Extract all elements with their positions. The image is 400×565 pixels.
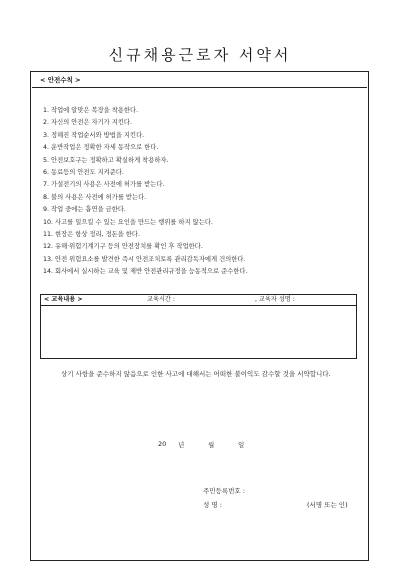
- rule-item: 2. 자신의 안전은 자기가 지킨다.: [43, 119, 133, 127]
- education-box[interactable]: [40, 294, 357, 359]
- rule-item: 12. 유해·위험기계기구 등의 안전장치를 확인 후 작업한다.: [43, 243, 203, 251]
- rule-item: 10. 사고를 일으킬 수 있는 요인을 만드는 행위를 하지 않는다.: [43, 218, 213, 226]
- rule-item: 3. 정해진 작업순서와 방법을 지킨다.: [43, 131, 145, 139]
- rule-item: 4. 운반작업은 정확한 자세 동작으로 한다.: [43, 144, 159, 152]
- education-time-label: 교육시간 :: [147, 296, 175, 303]
- pledge-text: 상기 사항을 준수하지 않음으로 인한 사고에 대해서는 어떠한 불이익도 감수할 것을 서약합니다.: [61, 370, 331, 378]
- rule-item: 1. 작업에 알맞은 복장을 착용한다.: [43, 107, 139, 114]
- rule-item: 14. 회사에서 실시하는 교육 및 제반 안전관리규정을 능동적으로 준수한다.: [43, 268, 248, 276]
- date-year: 20: [158, 440, 167, 448]
- rule-item: 7. 가설전기의 사용은 사전에 허가를 받는다.: [43, 181, 165, 189]
- rule-item: 11. 현장은 항상 정리, 정돈을 한다.: [43, 230, 141, 238]
- date-month-unit: 월: [208, 441, 215, 449]
- rule-item: 6. 동료등의 안전도 지켜준다.: [43, 168, 124, 176]
- safety-rules-header: < 안전수칙 >: [32, 73, 367, 88]
- signer-name-label: 성 명 :: [203, 501, 222, 509]
- education-instructor-label: , 교육자 성명 :: [255, 296, 295, 303]
- date-year-unit: 년: [178, 441, 185, 449]
- education-header: [41, 295, 356, 306]
- safety-rules-list: [43, 105, 365, 278]
- rule-item: 8. 불의 사용은 사전에 허가를 받는다.: [43, 193, 147, 201]
- rule-item: 5. 안전보호구는 정확하고 확실하게 착용하자.: [43, 156, 169, 164]
- document-title: 신규채용근로자 서약서: [108, 46, 292, 64]
- pledge-form: [30, 71, 369, 561]
- signature-note: (서명 또는 인): [307, 501, 348, 509]
- rule-item: 13. 안전 위험요소를 발견한 즉시 안전조치토록 관리감독자에게 건의한다.: [43, 255, 246, 263]
- resident-number-label: 주민등록번호 :: [203, 487, 245, 495]
- rule-item: 9. 작업 중에는 흡연을 금한다.: [43, 206, 126, 214]
- education-label: < 교육내용 >: [44, 296, 83, 303]
- date-day-unit: 일: [238, 441, 245, 449]
